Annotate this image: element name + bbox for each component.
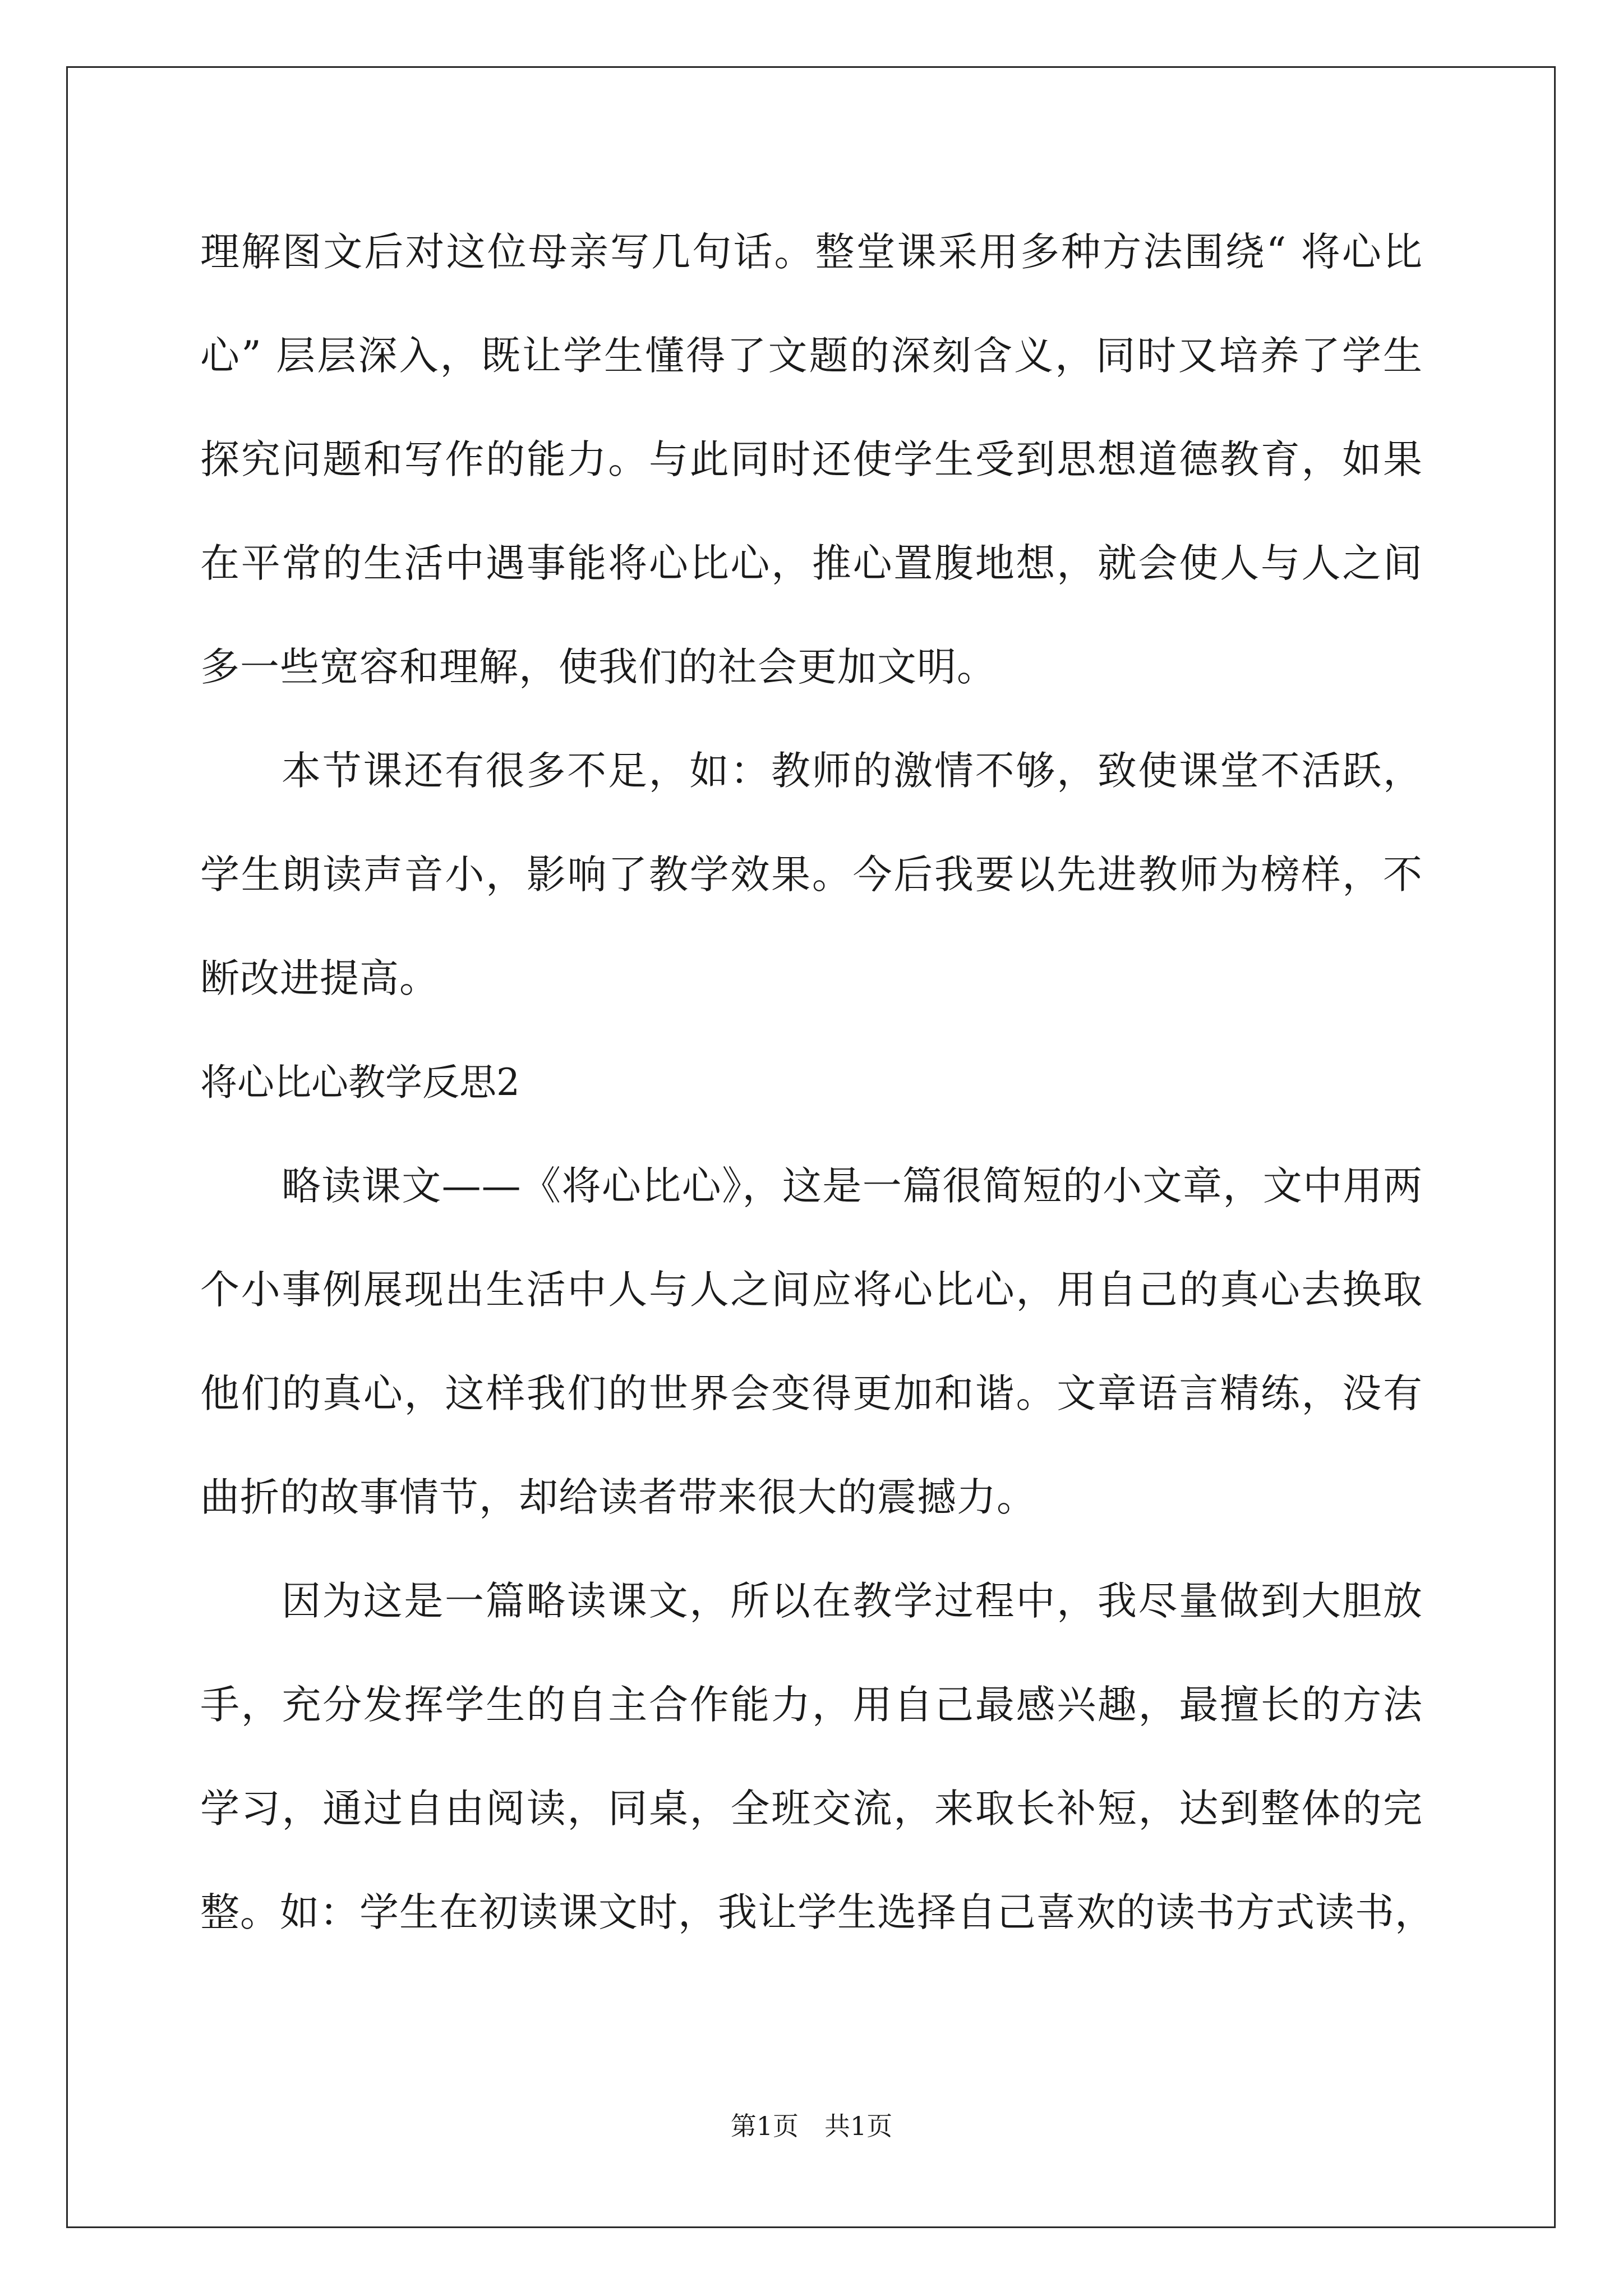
paragraph-line: 手，充分发挥学生的自主合作能力，用自己最感兴趣，最擅长的方法: [200, 1682, 1423, 1728]
document-body: [200, 200, 1435, 1964]
paragraph-line: 曲折的故事情节，却给读者带来很大的震撼力。: [200, 1474, 1036, 1520]
page-number: 第1页 共1页: [730, 2111, 893, 2141]
paragraph-first-line: 因为这是一篇略读课文，所以在教学过程中，我尽量做到大胆放: [282, 1578, 1423, 1624]
paragraph-line: 理解图文后对这位母亲写几句话。整堂课采用多种方法围绕“ 将心比: [200, 229, 1423, 275]
paragraph-line: 个小事例展现出生活中人与人之间应将心比心，用自己的真心去换取: [200, 1267, 1423, 1313]
section-heading: 将心比心教学反思2: [200, 1061, 520, 1104]
paragraph-line: 心” 层层深入，既让学生懂得了文题的深刻含义，同时又培养了学生: [200, 333, 1423, 379]
paragraph-first-line: 略读课文——《将心比心》，这是一篇很简短的小文章，文中用两: [282, 1163, 1423, 1209]
paragraph-first-line: 本节课还有很多不足，如：教师的激情不够，致使课堂不活跃，: [282, 748, 1423, 794]
paragraph-line: 多一些宽容和理解，使我们的社会更加文明。: [200, 644, 997, 690]
paragraph-line: 学习，通过自由阅读，同桌，全班交流，来取长补短，达到整体的完: [200, 1786, 1423, 1832]
paragraph-line: 断改进提高。: [200, 955, 439, 1001]
paragraph-line: 他们的真心，这样我们的世界会变得更加和谐。文章语言精练，没有: [200, 1370, 1423, 1416]
paragraph-line: 学生朗读声音小，影响了教学效果。今后我要以先进教师为榜样，不: [200, 852, 1423, 898]
paragraph-line: 在平常的生活中遇事能将心比心，推心置腹地想，就会使人与人之间: [200, 540, 1423, 586]
paragraph-line: 探究问题和写作的能力。与此同时还使学生受到思想道德教育，如果: [200, 436, 1423, 482]
paragraph-line: 整。如：学生在初读课文时，我让学生选择自己喜欢的读书方式读书，: [200, 1889, 1435, 1935]
